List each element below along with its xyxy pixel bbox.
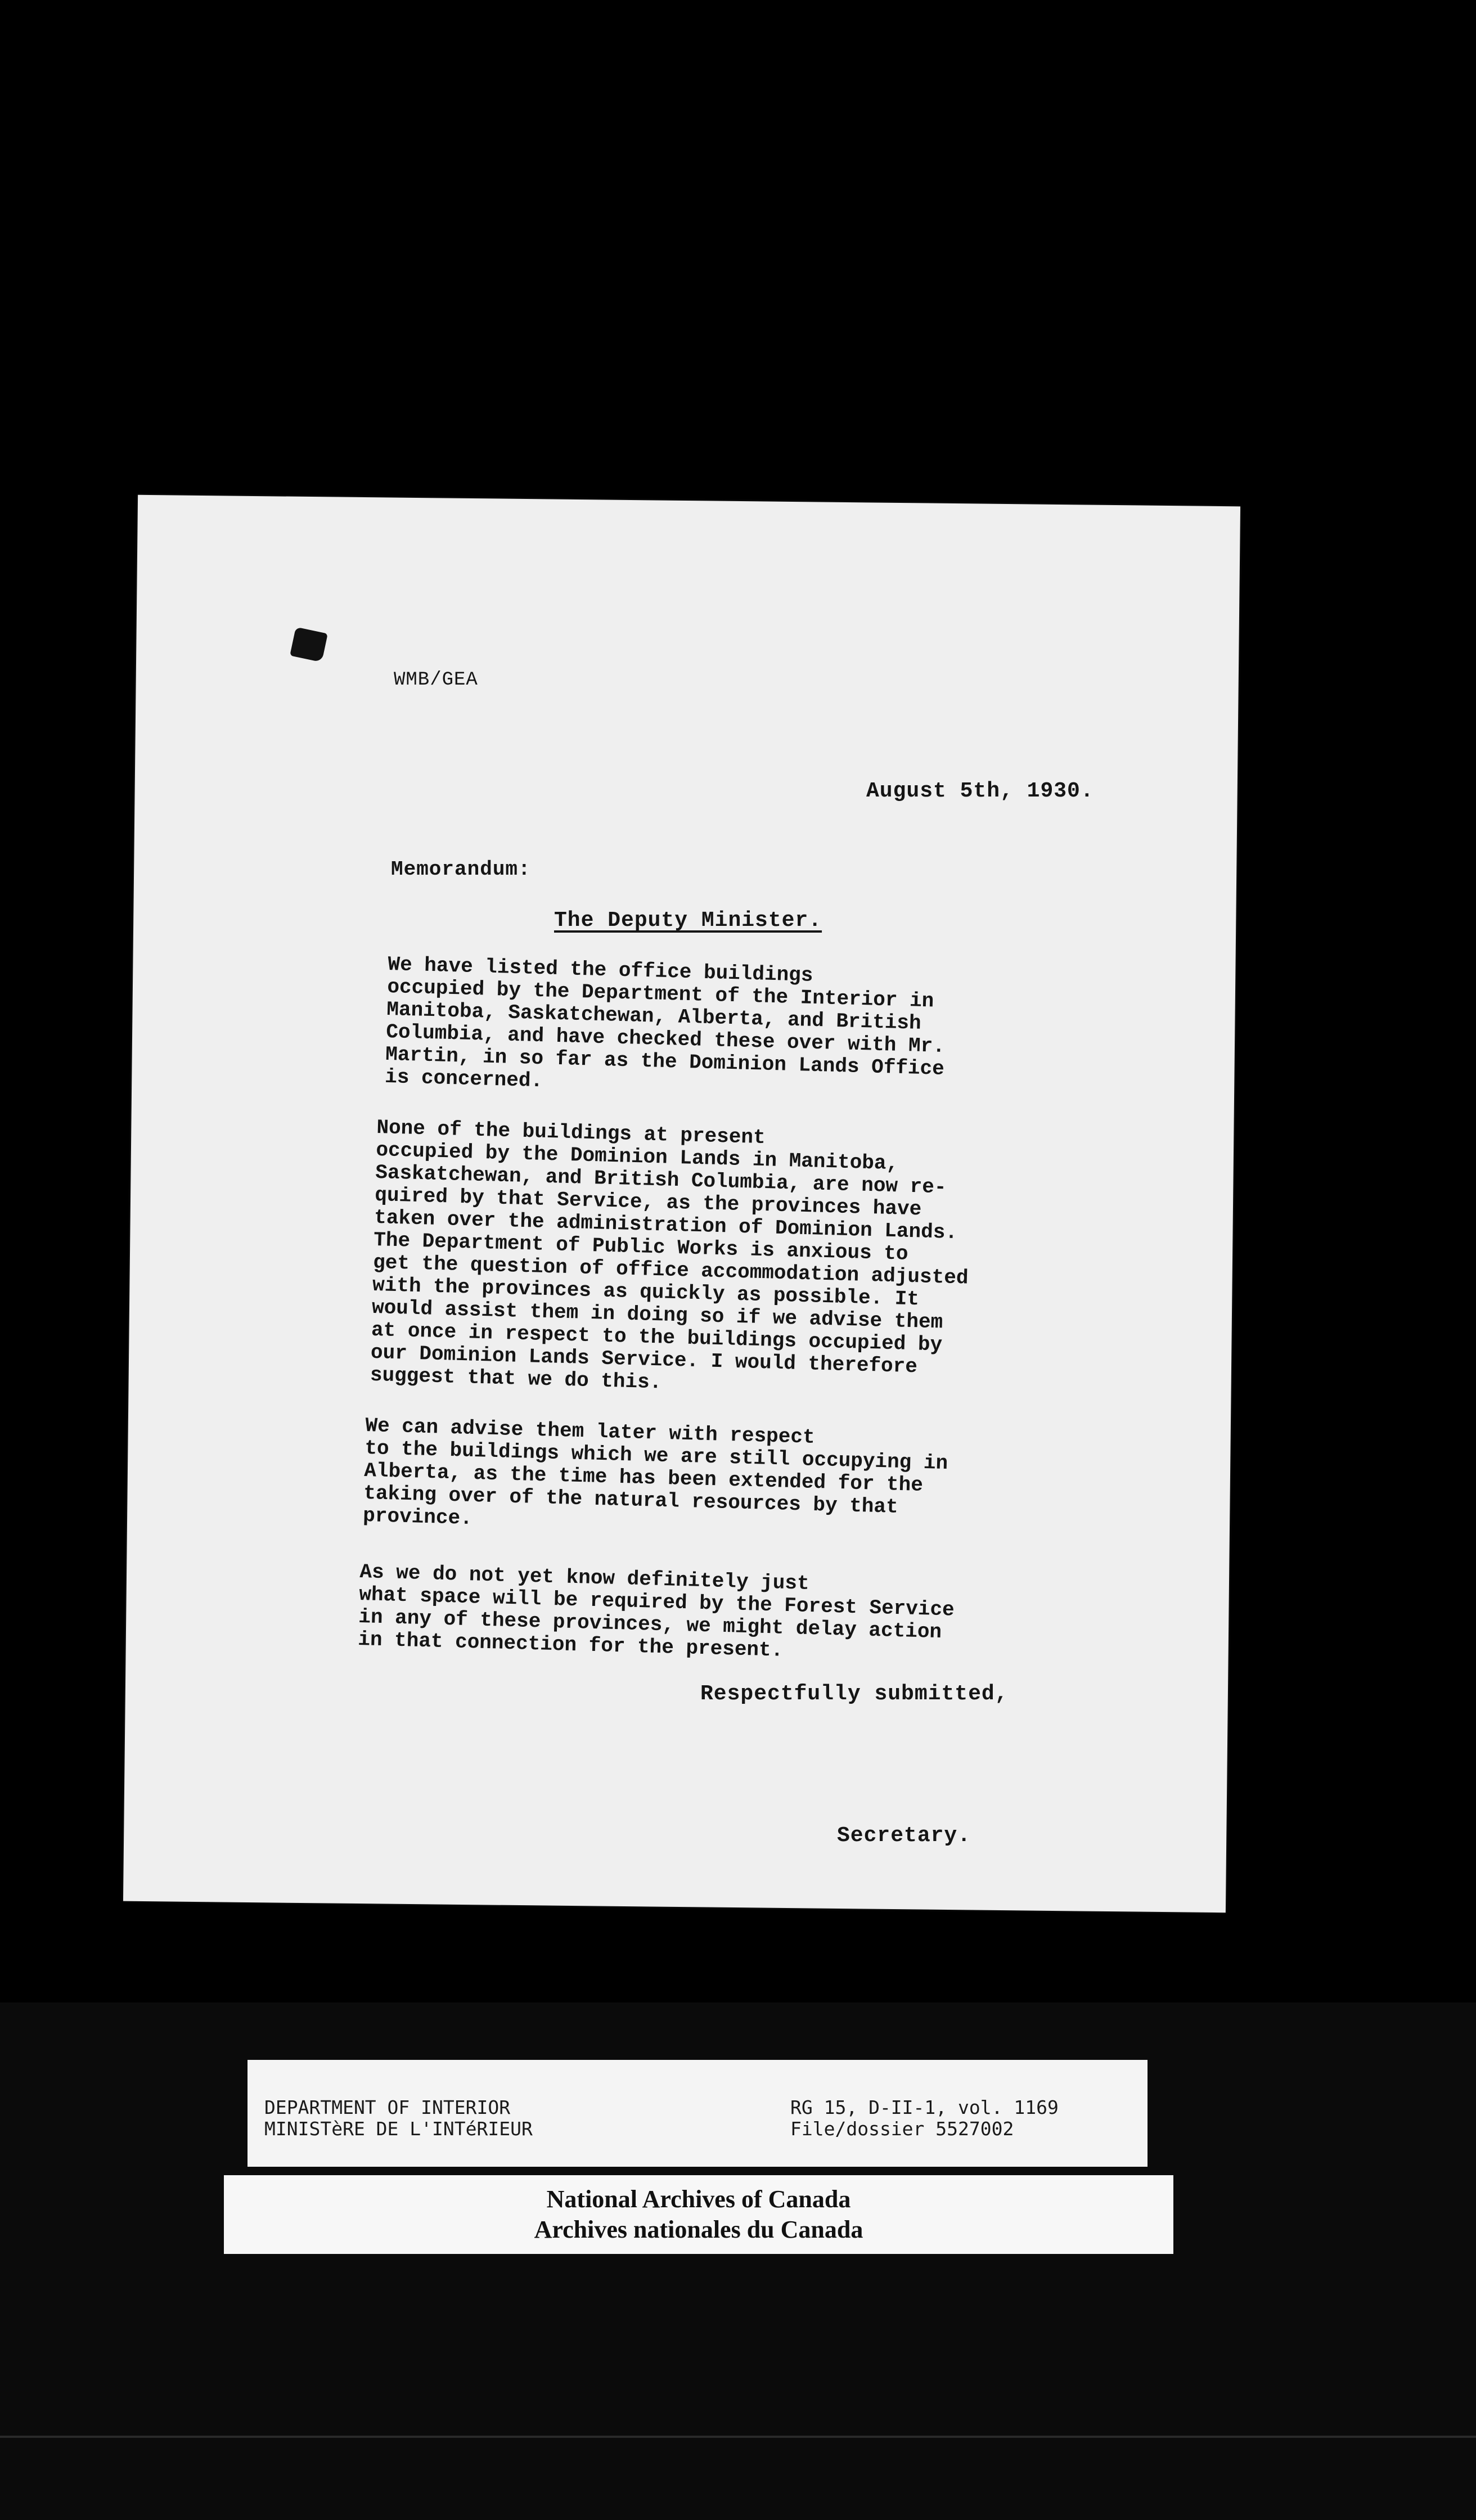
memo-paragraph-1: We have listed the office buildings occupied by the Department of the Interior in Manitoba, Saskatchewan, Alberta, and British Columbia, and have checked these over with Mr. Martin, in so far as the Dominion Lands Office is concerned. xyxy=(384,953,946,1093)
record-reference xyxy=(790,2097,1059,2140)
memo-addressee: The Deputy Minister. xyxy=(554,908,822,933)
memo-paragraph-3: We can advise them later with respect to the buildings which we are still occupying in Alberta, as the time has been extended for the taking over of the natural resources by that province. xyxy=(362,1414,948,1531)
department-english: DEPARTMENT OF INTERIOR xyxy=(264,2096,511,2118)
memo-date: August 5th, 1930. xyxy=(866,779,1094,803)
memo-paragraph-2: None of the buildings at present occupied by the Dominion Lands in Manitoba, Saskatchewan, and British Columbia, are now re- quired by that Service, as the provinces have taken over the administration of Dominion Lands. The Department of Public Works is anxious to get the question of office accommodation adjusted with the provinces as quickly as possible. It would assist them in doing so if we advise them at once in respect to the buildings occupied by our Dominion Lands Service. I would therefore suggest that we do this. xyxy=(370,1116,969,1394)
memo-paragraph-4: As we do not yet know definitely just what space will be required by the Forest Service in any of these provinces, we might delay action in that connection for the present. xyxy=(357,1560,955,1662)
department-french: MINISTèRE DE L'INTéRIEUR xyxy=(264,2118,533,2140)
archive-reference-label xyxy=(248,2060,1148,2167)
archives-name-french: Archives nationales du Canada xyxy=(534,2216,863,2243)
archives-name-english: National Archives of Canada xyxy=(546,2185,851,2213)
film-edge-line xyxy=(0,2436,1476,2438)
department-label xyxy=(264,2097,533,2140)
record-group: RG 15, D-II-1, vol. 1169 xyxy=(790,2096,1059,2118)
memo-closing: Respectfully submitted, xyxy=(700,1682,1009,1706)
reference-initials: WMB/GEA xyxy=(394,669,478,691)
memo-signature: Secretary. xyxy=(837,1824,971,1848)
file-number: File/dossier 5527002 xyxy=(790,2118,1014,2140)
memo-heading: Memorandum: xyxy=(391,858,531,881)
archives-banner xyxy=(224,2175,1173,2254)
